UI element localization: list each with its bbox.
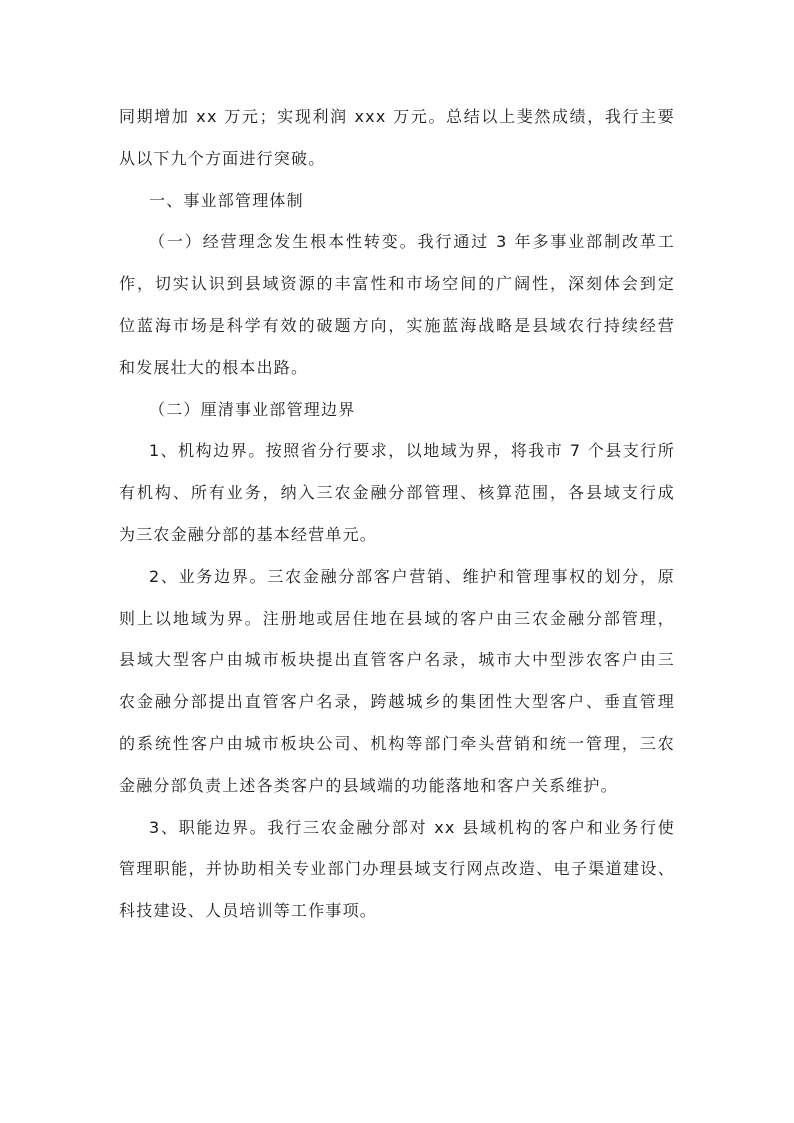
paragraph-line: 农金融分部提出直管客户名录，跨越城乡的集团性大型客户、垂直管理 [119,692,675,712]
paragraph-line: 金融分部负责上述各类客户的县域端的功能落地和客户关系维护。 [119,775,618,795]
paragraph-intro-continuation [119,96,675,180]
paragraph-line: 则上以地域为界。注册地或居住地在县域的客户由三农金融分部管理， [119,608,675,628]
paragraph-line: 2、业务边界。三农金融分部客户营销、维护和管理事权的划分，原 [149,566,675,586]
paragraph-line: 和发展壮大的根本出路。 [119,357,309,377]
subsection-heading [119,389,675,431]
paragraph-line: 有机构、所有业务，纳入三农金融分部管理、核算范围，各县域支行成 [119,483,675,503]
paragraph-line: 作，切实认识到县域资源的丰富性和市场空间的广阔性，深刻体会到定 [119,274,675,294]
subsection-heading-text: （二）厘清事业部管理边界 [149,399,356,419]
paragraph-line: 科技建设、人员培训等工作事项。 [119,901,378,921]
paragraph-line: 同期增加 xx 万元；实现利润 xxx 万元。总结以上斐然成绩，我行主要 [119,107,675,126]
paragraph-line: 位蓝海市场是科学有效的破题方向，实施蓝海战略是县域农行持续经营 [119,315,675,335]
paragraph-business-philosophy [119,221,675,388]
document-body [119,96,675,932]
paragraph-institution-boundary [119,430,675,555]
paragraph-line: 县域大型客户由城市板块提出直管客户名录，城市大中型涉农客户由三 [119,650,675,670]
section-heading-text: 一、事业部管理体制 [149,190,304,210]
paragraph-function-boundary [119,807,675,932]
paragraph-business-boundary [119,556,675,807]
paragraph-line: 管理职能，并协助相关专业部门办理县域支行网点改造、电子渠道建设、 [119,859,675,879]
paragraph-line: 3、职能边界。我行三农金融分部对 xx 县域机构的客户和业务行使 [149,817,675,837]
section-heading [119,180,675,222]
paragraph-line: 为三农金融分部的基本经营单元。 [119,524,378,544]
paragraph-line: 的系统性客户由城市板块公司、机构等部门牵头营销和统一管理，三农 [119,733,675,753]
paragraph-line: 1、机构边界。按照省分行要求，以地域为界，将我市 7 个县支行所 [149,441,675,461]
paragraph-line: 从以下九个方面进行突破。 [119,148,326,168]
paragraph-line: （一）经营理念发生根本性转变。我行通过 3 年多事业部制改革工 [149,232,675,252]
